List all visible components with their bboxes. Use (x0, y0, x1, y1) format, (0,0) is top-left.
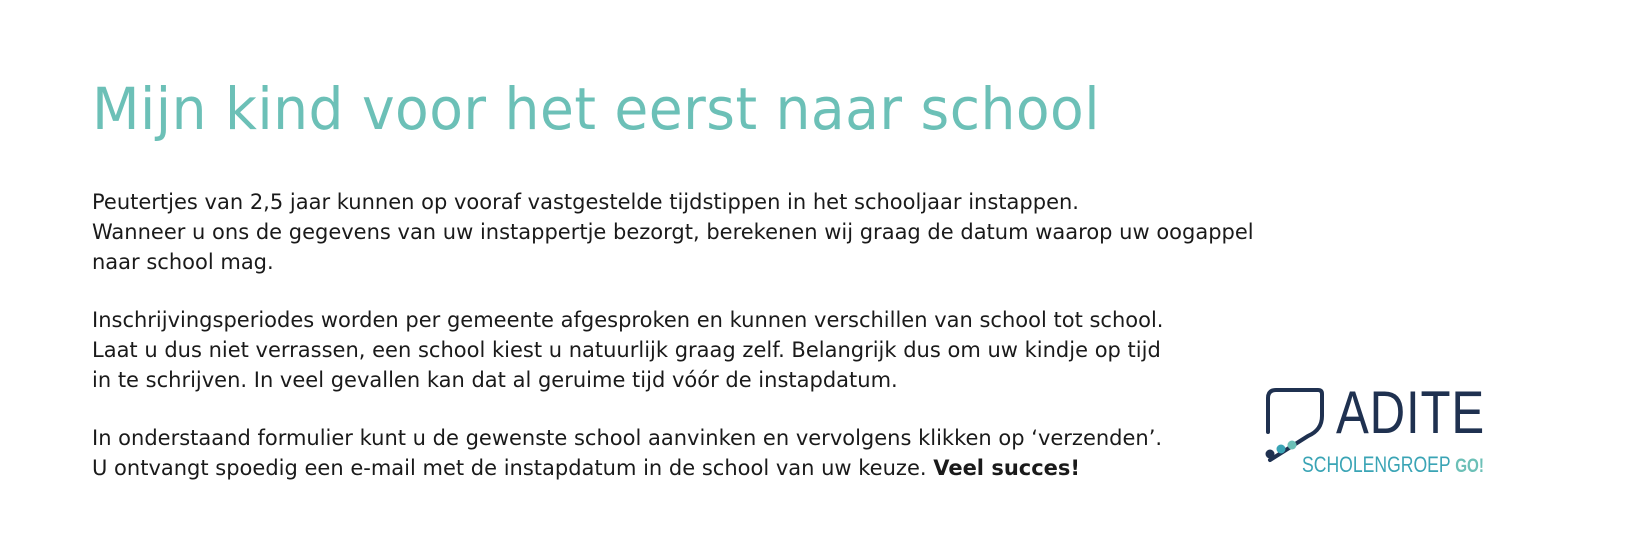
page-title: Mijn kind voor het eerst naar school (92, 75, 1101, 143)
logo-go-badge: GO! (1455, 456, 1484, 477)
text-line: naar school mag. (92, 250, 274, 274)
dot-navy (1266, 450, 1275, 459)
closing-text: Veel succes! (933, 456, 1080, 480)
paragraph-inschrijving (92, 305, 1332, 395)
text-line-with-closing (92, 453, 1332, 483)
text-line: Laat u dus niet verrassen, een school kiest u natuurlijk graag zelf. Belangrijk dus om uw kindje op tijd (92, 338, 1161, 362)
adite-logo (1262, 379, 1492, 486)
text-line: Wanneer u ons de gegevens van uw instappertje bezorgt, berekenen wij graag de datum waarop uw oogappel (92, 220, 1254, 244)
text-line: U ontvangt spoedig een e-mail met de instapdatum in de school van uw keuze. (92, 456, 934, 480)
text-line: Peutertjes van 2,5 jaar kunnen op vooraf vastgestelde tijdstippen in het schooljaar instappen. (92, 190, 1079, 214)
text-line: Inschrijvingsperiodes worden per gemeente afgesproken en kunnen verschillen van school tot school. (92, 308, 1164, 332)
logo-subtitle (1302, 452, 1484, 480)
logo-name: ADITE (1336, 379, 1485, 446)
paragraph-formulier (92, 423, 1332, 483)
paragraph-instapdatum (92, 187, 1332, 277)
text-line: in te schrijven. In veel gevallen kan dat al geruime tijd vóór de instapdatum. (92, 368, 898, 392)
dot-mint (1288, 441, 1297, 450)
dot-teal (1277, 445, 1286, 454)
text-line: In onderstaand formulier kunt u de gewenste school aanvinken en vervolgens klikken op ‘verzenden’. (92, 426, 1163, 450)
intro-text (92, 187, 1332, 511)
logo-subtitle-text: SCHOLENGROEP (1302, 452, 1451, 477)
